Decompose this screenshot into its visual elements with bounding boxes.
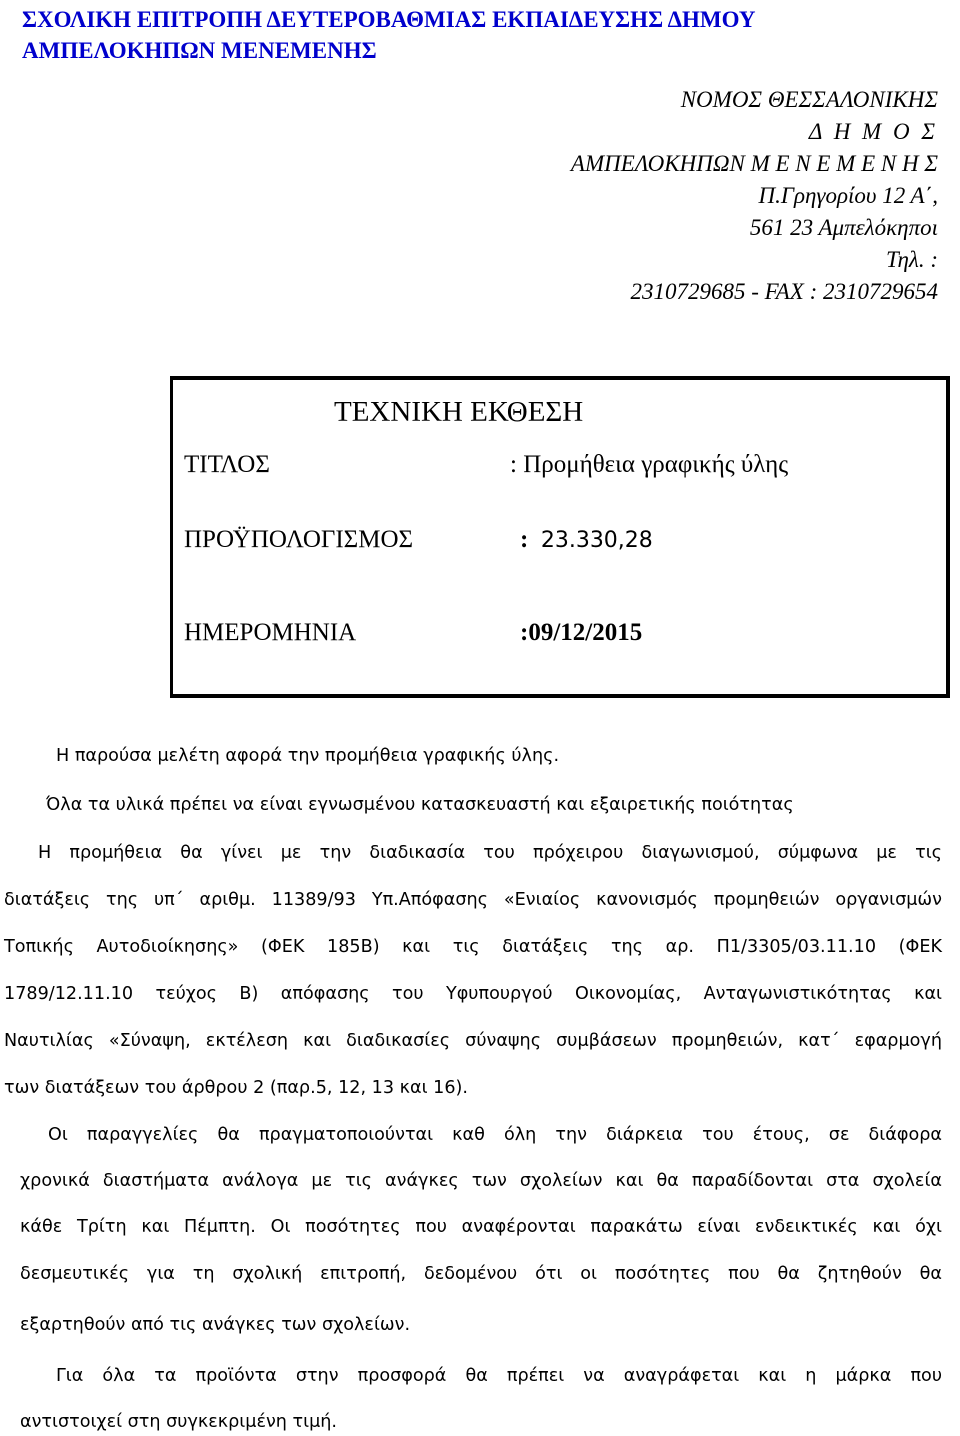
- phone-label: Τηλ. :: [885, 247, 938, 272]
- committee-line-2: ΑΜΠΕΛΟΚΗΠΩΝ ΜΕΝΕΜΕΝΗΣ: [22, 38, 377, 63]
- paragraph-brand-line-1: Για όλα τα προϊόντα στην προσφορά θα πρέπει να αναγράφεται και η μάρκα που: [56, 1366, 942, 1386]
- report-heading: ΤΕΧΝΙΚΗ ΕΚΘΕΣΗ: [334, 396, 584, 428]
- prefecture: ΝΟΜΟΣ ΘΕΣΣΑΛΟΝΙΚΗΣ: [680, 87, 938, 112]
- paragraph-procedure-line-1: Η προμήθεια θα γίνει με την διαδικασία του πρόχειρου διαγωνισμού, σύμφωνα με τις: [38, 843, 942, 863]
- paragraph-orders-line-2: χρονικά διαστήματα ανάλογα με τις ανάγκες των σχολείων και θα παραδίδονται στα σχολεία: [20, 1171, 942, 1191]
- paragraph-orders-line-5: εξαρτηθούν από τις ανάγκες των σχολείων.: [20, 1315, 411, 1335]
- title-label: ΤΙΤΛΟΣ: [184, 451, 270, 478]
- paragraph-brand-line-2: αντιστοιχεί στη συγκεκριμένη τιμή.: [20, 1412, 338, 1432]
- date-label: ΗΜΕΡΟΜΗΝΙΑ: [184, 619, 357, 646]
- committee-line-1: ΣΧΟΛΙΚΗ ΕΠΙΤΡΟΠΗ ΔΕΥΤΕΡΟΒΑΘΜΙΑΣ ΕΚΠΑΙΔΕΥΣΗΣ ΔΗΜΟΥ: [22, 7, 756, 32]
- paragraph-procedure-line-6: των διατάξεων του άρθρου 2 (παρ.5, 12, 13 και 16).: [4, 1078, 468, 1098]
- paragraph-procedure-line-2: διατάξεις της υπ΄ αριθμ. 11389/93 Υπ.Απόφασης «Ενιαίος κανονισμός προμηθειών οργανισμών: [4, 890, 942, 910]
- phone-fax: 2310729685 - FAX : 2310729654: [630, 279, 938, 304]
- paragraph-quality: Όλα τα υλικά πρέπει να είναι εγνωσμένου κατασκευαστή και εξαιρετικής ποιότητας: [46, 795, 794, 815]
- paragraph-scope: Η παρούσα μελέτη αφορά την προμήθεια γραφικής ύλης.: [56, 746, 560, 766]
- budget-label: ΠΡΟΫΠΟΛΟΓΙΣΜΟΣ: [184, 526, 414, 553]
- municipality-line-1: Δ Η Μ Ο Σ: [808, 119, 938, 144]
- paragraph-procedure-line-5: Ναυτιλίας «Σύναψη, εκτέλεση και διαδικασίες σύναψης συμβάσεων προμηθειών, κατ΄ εφαρμογή: [4, 1031, 942, 1051]
- committee-header: [22, 4, 756, 66]
- budget-value: [520, 526, 653, 554]
- paragraph-procedure-line-4: 1789/12.11.10 τεύχος Β) απόφασης του Υφυπουργού Οικονομίας, Ανταγωνιστικότητας και: [4, 984, 942, 1004]
- street-address: Π.Γρηγορίου 12 Α΄,: [758, 183, 938, 208]
- municipality-line-2: ΑΜΠΕΛΟΚΗΠΩΝ Μ Ε Ν Ε Μ Ε Ν Η Σ: [570, 151, 938, 176]
- title-value: : Προμήθεια γραφικής ύλης: [510, 451, 789, 478]
- paragraph-orders-line-1: Οι παραγγελίες θα πραγματοποιούνται καθ όλη την διάρκεια του έτους, σε διάφορα: [48, 1125, 942, 1145]
- paragraph-orders-line-4: δεσμευτικές για τη σχολική επιτροπή, δεδομένου ότι οι ποσότητες που θα ζητηθούν θα: [20, 1264, 942, 1284]
- date-value: :09/12/2015: [520, 619, 643, 646]
- paragraph-procedure-line-3: Τοπικής Αυτοδιοίκησης» (ΦΕΚ 185Β) και τις διατάξεις της αρ. Π1/3305/03.11.10 (ΦΕΚ: [4, 937, 942, 957]
- paragraph-orders-line-3: κάθε Τρίτη και Πέμπτη. Οι ποσότητες που αναφέρονται παρακάτω είναι ενδεικτικές και όχι: [20, 1217, 942, 1237]
- postcode-city: 561 23 Αμπελόκηποι: [749, 215, 938, 240]
- address-block: [571, 84, 938, 308]
- budget-amount: 23.330,28: [540, 528, 653, 553]
- budget-colon: :: [520, 526, 529, 553]
